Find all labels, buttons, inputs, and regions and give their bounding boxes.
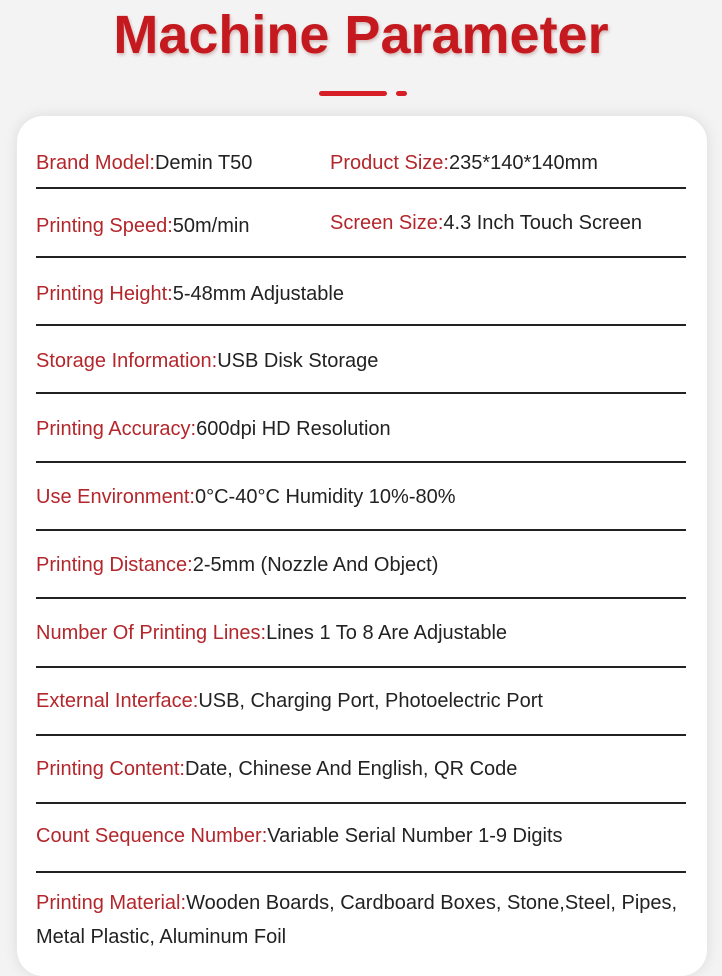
spec-value: Demin T50 xyxy=(154,152,253,174)
spec-value: 4.3 Inch Touch Screen xyxy=(443,212,643,234)
spec-brand-model xyxy=(36,152,252,175)
spec-label: Printing Distance: xyxy=(36,554,193,576)
spec-value: 235*140*140mm xyxy=(448,152,598,174)
spec-printing-distance xyxy=(36,554,438,577)
title-underline-long xyxy=(319,91,387,96)
spec-storage-information xyxy=(36,350,378,373)
spec-label: Printing Height: xyxy=(36,283,173,305)
spec-printing-lines xyxy=(36,622,507,645)
spec-value: 2-5mm (Nozzle And Object) xyxy=(192,554,439,576)
spec-printing-speed xyxy=(36,215,249,238)
spec-label: Printing Material: xyxy=(36,892,187,914)
spec-value: 5-48mm Adjustable xyxy=(172,283,344,305)
spec-count-sequence xyxy=(36,825,563,848)
spec-label: Printing Speed: xyxy=(36,215,173,237)
spec-use-environment xyxy=(36,486,456,509)
spec-printing-accuracy xyxy=(36,418,391,441)
spec-value: Wooden Boards, Cardboard Boxes, Stone,Steel, Pipes, Metal Plastic, Aluminum Foil xyxy=(36,892,678,948)
spec-value: USB, Charging Port, Photoelectric Port xyxy=(198,690,543,712)
spec-label: Number Of Printing Lines: xyxy=(36,622,267,644)
spec-value: 600dpi HD Resolution xyxy=(196,418,391,440)
spec-value: Variable Serial Number 1-9 Digits xyxy=(267,825,563,847)
spec-value: Date, Chinese And English, QR Code xyxy=(184,758,518,780)
title-underline-dot xyxy=(396,91,407,96)
spec-value: Lines 1 To 8 Are Adjustable xyxy=(266,622,508,644)
spec-external-interface xyxy=(36,690,543,713)
spec-printing-content xyxy=(36,758,517,781)
spec-label: Use Environment: xyxy=(36,486,195,508)
spec-label: Brand Model: xyxy=(36,152,155,174)
spec-screen-size xyxy=(330,212,642,235)
spec-printing-height xyxy=(36,283,344,306)
spec-label: Printing Accuracy: xyxy=(36,418,197,440)
spec-label: Printing Content: xyxy=(36,758,185,780)
spec-label: Product Size: xyxy=(330,152,449,174)
spec-printing-material xyxy=(36,886,691,954)
spec-label: External Interface: xyxy=(36,690,199,712)
spec-value: 50m/min xyxy=(172,215,250,237)
spec-value: 0°C-40°C Humidity 10%-80% xyxy=(194,486,456,508)
spec-label: Storage Information: xyxy=(36,350,218,372)
spec-product-size xyxy=(330,152,598,175)
page-title: Machine Parameter xyxy=(113,5,609,65)
spec-value: USB Disk Storage xyxy=(217,350,379,372)
spec-label: Screen Size: xyxy=(330,212,444,234)
spec-label: Count Sequence Number: xyxy=(36,825,268,847)
